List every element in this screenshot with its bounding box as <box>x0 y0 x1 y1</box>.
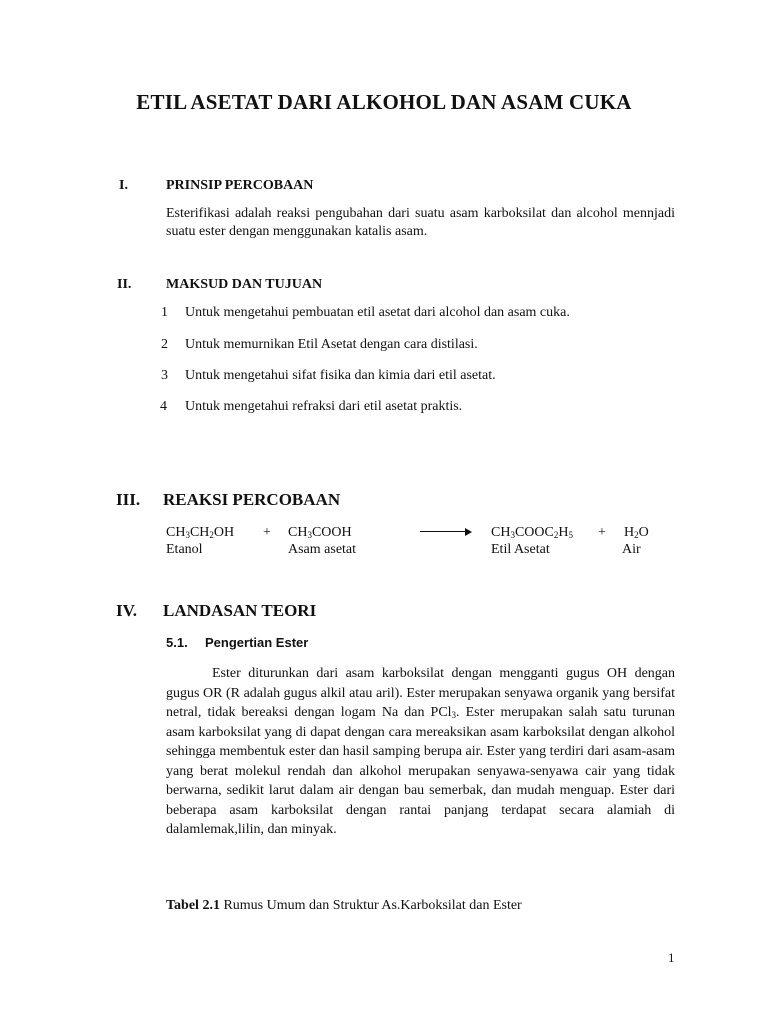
section-1-paragraph: Esterifikasi adalah reaksi pengubahan dari suatu asam karboksilat dan alcohol mennjadi suatu ester dengan menggunakan katalis asam. <box>166 206 675 239</box>
section-2-heading: MAKSUD DAN TUJUAN <box>166 277 323 292</box>
section-2-number: II. <box>117 277 132 292</box>
subsection-heading: Pengertian Ester <box>205 635 309 650</box>
reactant-1-formula: $CH_3CH_2OH$ <box>166 525 235 540</box>
objective-1-number: 1 <box>161 305 168 320</box>
product-1-name: Etil Asetat <box>491 542 550 557</box>
product-2-name: Air <box>622 542 641 557</box>
page-number: 1 <box>668 950 675 965</box>
plus-sign: + <box>263 525 271 540</box>
plus-sign: + <box>598 525 606 540</box>
section-3-number: III. <box>116 490 141 509</box>
reactant-2-name: Asam asetat <box>288 542 357 557</box>
table-caption <box>166 898 522 914</box>
product-2-formula: $H_2O$ <box>624 525 649 540</box>
section-4-heading: LANDASAN TEORI <box>163 601 317 620</box>
document-title: ETIL ASETAT DARI ALKOHOL DAN ASAM CUKA <box>136 90 632 114</box>
section-1-heading: PRINSIP PERCOBAAN <box>166 178 314 193</box>
product-1-formula: $CH_3COOC_2H_5$ <box>491 525 573 540</box>
subsection-number: 5.1. <box>166 635 188 650</box>
section-1-number: I. <box>119 178 128 193</box>
objective-2-number: 2 <box>161 337 168 352</box>
reaction-arrow <box>420 531 470 532</box>
section-3-heading: REAKSI PERCOBAAN <box>163 490 341 509</box>
reactant-1-name: Etanol <box>166 542 203 557</box>
section-4-number: IV. <box>116 601 137 620</box>
table-caption-text: Rumus Umum dan Struktur As.Karboksilat dan Ester <box>219 898 522 913</box>
reactant-2-formula: $CH_3COOH$ <box>288 525 352 540</box>
objective-1-text: Untuk mengetahui pembuatan etil asetat dari alcohol dan asam cuka. <box>185 305 570 320</box>
objective-4-number: 4 <box>160 399 167 414</box>
objective-3-text: Untuk mengetahui sifat fisika dan kimia dari etil asetat. <box>185 368 496 383</box>
table-caption-label: Tabel 2.1 <box>166 898 220 913</box>
objective-2-text: Untuk memurnikan Etil Asetat dengan cara distilasi. <box>185 337 478 352</box>
objective-4-text: Untuk mengetahui refraksi dari etil asetat praktis. <box>185 399 463 414</box>
theory-paragraph: Ester diturunkan dari asam karboksilat dengan mengganti gugus OH dengan gugus OR (R adalah gugus alkil atau aril). Ester merupakan senyawa organik yang bersifat netral, tidak bereaksi dengan logam Na dan PCl$_3$. Ester merupakan salah satu turunan asam karboksilat yang di dapat dengan cara mereaksikan asam karboksilat dengan alkohol sehingga membentuk ester dan hasil samping berupa air. Ester yang terdiri dari asam-asam yang berat molekul rendah dan alkohol merupakan senyawa-senyawa cair yang tidak berwarna, sedikit larut dalam air dengan bau semerbak, dan mudah menguap. Ester dari beberapa asam karboksilat dengan rantai panjang terdapat secara alamiah di dalamlemak,lilin, dan minyak. <box>166 666 675 837</box>
objective-3-number: 3 <box>161 368 168 383</box>
